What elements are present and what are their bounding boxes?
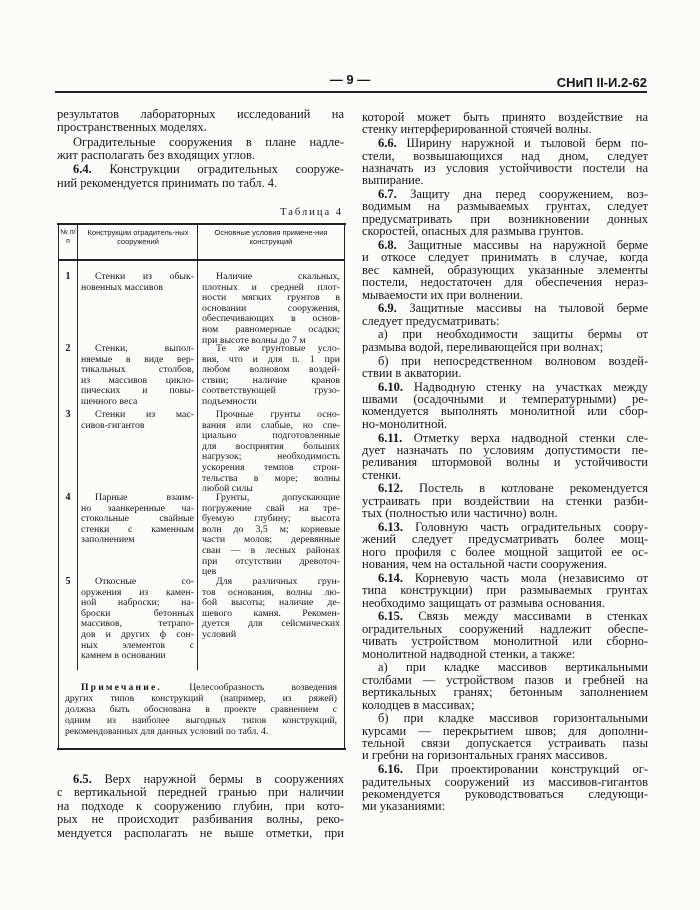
line-text: Те же грунтовые усло-: [216, 343, 340, 354]
line-text: тых (полностью или частично) волн.: [362, 506, 558, 521]
text-line: [57, 149, 344, 162]
line-text: жений следует предусматривать более мощ-: [362, 532, 648, 547]
line-text: нования, чем на остальной части сооружения.: [362, 557, 608, 572]
line-text: вания или слабые, но спе-: [202, 419, 340, 431]
line-text: погружение свай на тре-: [202, 502, 340, 514]
line-text: Ширину наружной и тыловой берм по-: [406, 136, 648, 151]
line-text: мываемости их при волнении.: [362, 287, 523, 302]
text-line: [202, 630, 340, 641]
line-text: дуется для сейсмических: [202, 618, 340, 630]
line-text: Наличие скальных,: [216, 271, 340, 282]
paragraph: [362, 712, 648, 762]
text-line: [362, 469, 648, 481]
line-text: шевого камня. Рекомен-: [202, 607, 340, 619]
line-text: дов и других ф сон-: [81, 628, 194, 640]
line-text: тикальных столбов,: [81, 364, 194, 376]
line-text: тельства в море; волны: [202, 472, 340, 484]
paragraph: [362, 482, 648, 519]
line-text: Конструкции оградительных сооруже-: [109, 162, 344, 177]
line-text: столбами — устройством пазов и гребней на: [362, 672, 648, 687]
text-line: [81, 651, 194, 662]
line-text: следует предусматривать:: [362, 313, 500, 328]
row-number: 2: [65, 343, 71, 354]
line-text: няемые в виде вер-: [81, 353, 194, 365]
header-rule: [55, 91, 647, 93]
paragraph: [362, 521, 648, 571]
construction-text: [81, 272, 194, 293]
line-text: волн до 3,5 м; корневые: [202, 523, 340, 535]
line-text: сваи — в лесных районах: [202, 544, 340, 556]
text-line: [65, 693, 337, 704]
line-text: условий: [202, 628, 237, 640]
line-text: рекомендованных для данных условий по табл. 4.: [65, 726, 269, 737]
line-text: Головную часть оградительных соору-: [415, 519, 649, 534]
line-text: скоростей, опасных для размыва грунтов.: [362, 224, 584, 239]
section-number: 6.15.: [378, 609, 403, 624]
line-text: основании сооружения,: [202, 302, 340, 314]
line-text: вес камней, образующих указанные элементы: [362, 262, 648, 277]
line-text: постели, недостаточен для обеспечения нераз-: [362, 275, 648, 290]
text-line: [57, 121, 344, 134]
left-column-bottom-text: [57, 773, 344, 841]
conditions-cell: [202, 493, 340, 578]
text-line: [65, 704, 337, 715]
line-text: Защиту дна перед сооружением, воз-: [410, 187, 649, 202]
line-text: ного профиля с более мощной защитой ее ос-: [362, 544, 648, 559]
line-text: а) при необходимости защиты бермы от: [378, 327, 648, 342]
line-text: ности мягких грунтов в: [202, 292, 340, 304]
section-number: 6.14.: [378, 570, 403, 585]
line-text: цев: [202, 566, 217, 578]
text-line: [362, 800, 648, 812]
paragraph: [57, 773, 344, 840]
line-text: монолитной надводной стенки, а также:: [362, 646, 576, 661]
line-text: плотных и средней плот-: [202, 281, 340, 293]
text-line: [65, 715, 337, 726]
line-text: Парные взаим-: [95, 492, 194, 503]
line-text: массивов, тетрапо-: [81, 618, 194, 630]
section-number: 6.11.: [378, 430, 403, 445]
line-text: типа конструкции) при размываемых грунтах: [362, 583, 648, 598]
paragraph: [362, 137, 648, 187]
line-text: но-монолитной.: [362, 416, 448, 431]
paragraph: [362, 763, 648, 813]
line-text: колодцев в массивах;: [362, 697, 475, 712]
text-line: [202, 397, 340, 408]
text-line: [362, 749, 648, 761]
section-number: 6.5.: [73, 772, 92, 786]
line-text: ствии в акватории.: [362, 365, 462, 380]
header-conditions: Основные условия примене-ния конструкций: [214, 228, 328, 246]
line-text: бой высоты; наличие де-: [202, 597, 340, 609]
line-text: Грунты, допускающие: [216, 492, 340, 503]
line-text: комендуется выполнять монолитной или сбор-: [362, 404, 648, 419]
text-line: [362, 558, 648, 570]
line-text: б) при кладке массивов горизонтальными: [378, 711, 648, 726]
line-text: вертикальных гранях; бетонным заполнением: [362, 685, 648, 700]
line-text: броски бетонных: [81, 607, 194, 619]
line-text: Откосные со-: [95, 576, 194, 587]
line-text: вия, что и для п. 1 при: [202, 353, 340, 365]
line-text: ускорения темпов строи-: [202, 461, 340, 473]
text-line: [57, 813, 344, 826]
text-line: [362, 597, 648, 609]
page-number: — 9 —: [329, 72, 371, 87]
line-text: оградительных сооружений надлежит обеспе-: [362, 621, 648, 636]
construction-cell: [81, 410, 194, 431]
text-line: [57, 177, 344, 190]
table-note: [65, 682, 337, 738]
column-divider: [77, 223, 78, 670]
line-text: назначать из условия устойчивости постели на: [362, 160, 648, 175]
line-text: пространственных моделях.: [57, 120, 207, 135]
line-text: жит располагать без входящих углов.: [57, 147, 256, 162]
text-line: [362, 699, 648, 711]
construction-cell: [81, 344, 194, 408]
conditions-text: [202, 272, 340, 346]
text-line: [81, 397, 194, 408]
line-text: ном равномерные осадки;: [202, 323, 340, 335]
line-text: Отметку верха надводной стенки сле-: [413, 430, 649, 445]
table-bottom-rule: [57, 748, 346, 750]
text-line: [57, 800, 344, 813]
note-text: [65, 682, 337, 737]
line-text: стокольные свайные: [81, 513, 194, 525]
right-column-text: [362, 111, 648, 814]
line-text: Корневую часть мола (независимо от: [414, 570, 649, 585]
line-text: любой силы: [202, 483, 253, 495]
line-text: обеспечивающих в основ-: [202, 313, 340, 325]
line-text: и откосе следует принимать в случае, когда: [362, 250, 648, 265]
header-num: № п/п: [60, 229, 76, 245]
construction-text: [81, 577, 194, 662]
line-text: Стенки из обык-: [95, 271, 194, 282]
line-text: Надводную стенку на участках между: [413, 379, 648, 394]
line-text: радительных сооружений из массивов-гигантов: [362, 774, 648, 789]
text-line: [362, 648, 648, 660]
line-text: нагрузок; необходимость: [202, 451, 340, 463]
line-text: швами (осадочными и температурными) ре-: [362, 392, 648, 407]
column-divider: [197, 223, 198, 670]
section-number: 6.9.: [378, 301, 397, 316]
line-text: других типов конструкций (например, из ряжей): [65, 693, 337, 704]
line-text: части молов; деревянные: [202, 534, 340, 546]
line-text: рекомендуется руководствоваться следующи-: [362, 786, 648, 801]
row-number: 1: [65, 271, 71, 282]
paragraph: [362, 302, 648, 327]
text-line: [362, 123, 648, 135]
line-text: Оградительные сооружения в плане надле-: [73, 134, 344, 149]
line-text: но заанкеренные ча-: [81, 502, 194, 514]
line-text: Постель в котловане рекомендуется: [419, 481, 649, 496]
paragraph: [362, 328, 648, 353]
paragraph: [57, 108, 344, 134]
row-number: 4: [65, 492, 71, 503]
line-text: мендуется располагать не выше отметки, при: [57, 825, 344, 840]
construction-cell: [81, 493, 194, 546]
paragraph: [362, 239, 648, 301]
table-top-rule: [57, 223, 346, 225]
text-line: [362, 225, 648, 237]
line-text: циально подготовленные: [202, 430, 340, 442]
line-text: камнем в основании: [81, 650, 166, 662]
line-text: размыва водой, переливающейся при волнах;: [362, 339, 604, 354]
line-text: Целесообразность возведения: [189, 682, 337, 693]
line-text: соответствующей грузо-: [202, 385, 340, 397]
line-text: заполнением: [81, 534, 135, 546]
table-4: [58, 223, 345, 750]
line-text: необходимо защищать от размыва основания.: [362, 595, 605, 610]
line-text: буемую глубину; высота: [202, 513, 340, 525]
text-line: [362, 315, 648, 327]
line-text: которой может быть принято воздействие на: [362, 110, 648, 124]
line-text: предусматривать при возникновении донных: [362, 211, 648, 226]
section-number: 6.6.: [378, 136, 397, 151]
text-line: [57, 786, 344, 799]
section-number: 6.16.: [378, 762, 403, 777]
document-code: СНиП II-И.2-62: [556, 75, 647, 90]
line-text: и гребни на горизонтальных гранях массивов.: [362, 748, 608, 763]
line-text: стели, возвышающихся над дном, следует: [362, 148, 648, 163]
row-number: 3: [65, 409, 71, 420]
conditions-text: [202, 493, 340, 578]
text-line: [362, 456, 648, 468]
line-text: Для различных грун-: [216, 576, 340, 587]
paragraph: [362, 111, 648, 136]
paragraph: [362, 188, 648, 238]
line-text: любом волновом воздей-: [202, 364, 340, 376]
line-text: Защитные массивы на наружной берме: [407, 237, 648, 252]
line-text: При проектировании конструкций ог-: [416, 762, 649, 777]
line-text: стенки.: [362, 467, 402, 482]
line-text: Верх наружной бермы в сооружениях: [104, 772, 344, 786]
line-text: стенки с каменным: [81, 523, 194, 535]
line-text: Прочные грунты осно-: [216, 409, 340, 420]
text-line: [57, 773, 344, 786]
line-text: Защитные массивы на тыловой берме: [409, 301, 648, 316]
line-text: Связь между массивами в стенках: [418, 609, 649, 624]
paragraph: [57, 136, 344, 162]
line-text: на подходе к сооружению глубин, при кото-: [57, 798, 344, 813]
line-text: выпирание.: [362, 173, 424, 188]
conditions-cell: [202, 272, 340, 346]
line-text: Стенки, выпол-: [95, 343, 194, 354]
section-number: 6.10.: [378, 379, 403, 394]
paragraph: [362, 432, 648, 482]
line-text: шенного веса: [81, 395, 138, 407]
line-text: пических и повы-: [81, 385, 194, 397]
paragraph: [362, 355, 648, 380]
line-text: рых не происходит разбивания волны, реко-: [57, 812, 344, 827]
paragraph: [362, 661, 648, 711]
line-text: устраивать при воздействии на стенки разби-: [362, 493, 648, 508]
line-text: а) при кладке массивов вертикальными: [378, 660, 648, 675]
text-line: [81, 421, 194, 432]
paragraph: [57, 163, 344, 189]
text-line: [57, 827, 344, 840]
construction-text: [81, 344, 194, 408]
left-column-text: [57, 108, 344, 191]
line-text: из массивов цикло-: [81, 374, 194, 386]
text-line: [362, 507, 648, 519]
header-construction: Конструкции оградитель-ных сооружений: [87, 228, 189, 246]
line-text: ствии; наличие кранов: [202, 374, 340, 386]
conditions-text: [202, 344, 340, 408]
text-line: [202, 557, 340, 568]
line-text: водимым на размываемых грунтах, следует: [362, 199, 648, 214]
text-line: [362, 367, 648, 379]
text-line: [362, 289, 648, 301]
line-text: тельной связи допускается устраивать пазы: [362, 736, 648, 751]
line-text: должна быть обоснована в проекте сравнением с: [65, 704, 337, 715]
paragraph: [362, 381, 648, 431]
line-text: с вертикальной передней гранью при наличии: [57, 785, 344, 800]
construction-text: [81, 493, 194, 546]
text-line: [362, 174, 648, 186]
section-number: 6.12.: [378, 481, 403, 496]
line-text: подъемности: [202, 395, 257, 407]
construction-cell: [81, 272, 194, 293]
text-line: [362, 418, 648, 430]
section-number: 6.13.: [378, 519, 403, 534]
text-line: [65, 726, 337, 737]
line-text: тов основания, волны лю-: [202, 586, 340, 598]
line-text: одним из наиболее выгодных типов конструкций,: [65, 715, 337, 726]
line-text: новенных массивов: [81, 281, 163, 293]
conditions-cell: [202, 410, 340, 495]
line-text: ной наброски; на-: [81, 597, 194, 609]
row-number: 5: [65, 576, 71, 587]
text-line: [65, 682, 337, 693]
text-line: [81, 283, 194, 294]
paragraph: [362, 610, 648, 660]
text-line: [362, 341, 648, 353]
section-number: 6.4.: [73, 162, 92, 177]
line-text: сивов-гигантов: [81, 419, 145, 431]
line-text: при высоте волны до 7 м: [202, 334, 306, 346]
line-text: для восприятия больших: [202, 440, 340, 452]
line-text: реливания штормовой волны и устойчивости: [362, 455, 648, 470]
section-number: 6.8.: [378, 237, 397, 252]
line-text: Стенки из мас-: [95, 409, 194, 420]
conditions-text: [202, 577, 340, 641]
line-text: чивать устройством монолитной или сборно-: [362, 634, 648, 649]
paragraph: [362, 572, 648, 609]
line-text: оружения из камен-: [81, 586, 194, 598]
table-caption: Таблица 4: [280, 207, 343, 218]
line-text: дует назначать по условиям допустимости пе-: [362, 442, 648, 457]
line-text: б) при непосредственном волновом воздей-: [378, 353, 648, 368]
conditions-cell: [202, 344, 340, 408]
line-text: курсами — перекрытием швов; для дополни-: [362, 723, 648, 738]
conditions-text: [202, 410, 340, 495]
table-header-rule: [59, 259, 344, 261]
line-text: ных элементов с: [81, 639, 194, 651]
line-text: стенку интерферированной стоячей волны.: [362, 122, 592, 137]
line-text: при отсутствии древоточ-: [202, 555, 340, 567]
section-number: 6.7.: [378, 187, 397, 202]
line-text: ний рекомендуется принимать по табл. 4.: [57, 175, 278, 190]
text-line: [81, 535, 194, 546]
section-number: Примечание.: [81, 682, 162, 693]
line-text: результатов лабораторных исследований на: [57, 107, 344, 121]
conditions-cell: [202, 577, 340, 641]
line-text: ми указаниями:: [362, 799, 446, 814]
construction-cell: [81, 577, 194, 662]
construction-text: [81, 410, 194, 431]
